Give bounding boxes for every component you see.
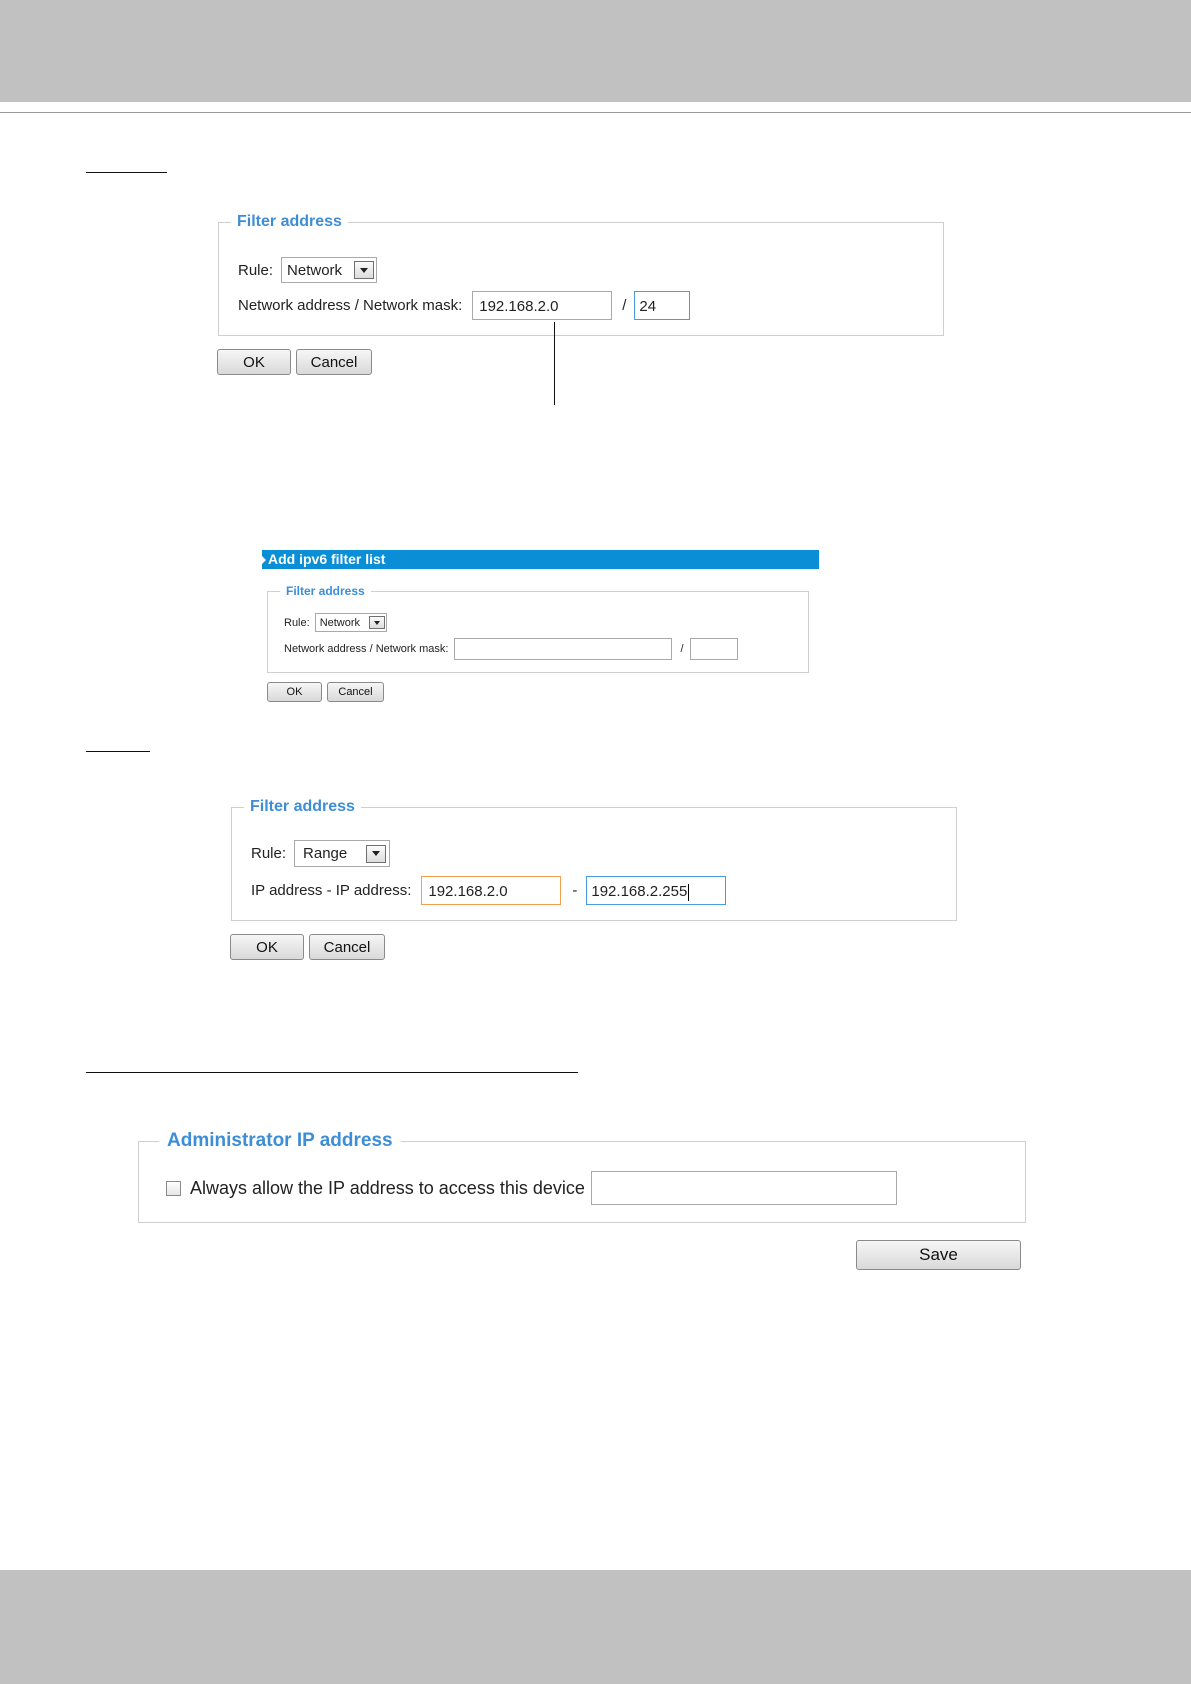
ipv6-network-mask-label: Network address / Network mask:: [284, 643, 449, 655]
administrator-ip-legend: Administrator IP address: [167, 1130, 393, 1151]
ok-button[interactable]: OK: [217, 349, 291, 375]
ipv6-filter-title: Add ipv6 filter list: [268, 551, 386, 567]
start-ip-address-input[interactable]: 192.168.2.0: [421, 876, 561, 905]
range-filter-address-legend: Filter address: [250, 798, 355, 815]
section-heading-underline: [86, 172, 167, 173]
ipv6-ok-button[interactable]: OK: [267, 682, 322, 702]
administrator-ip-input[interactable]: [591, 1171, 897, 1205]
end-ip-address-value: 192.168.2.255: [591, 883, 688, 900]
bottom-footer-band: [0, 1570, 1191, 1684]
ipv6-filter-title-bar: [262, 550, 819, 569]
ipv6-cancel-button[interactable]: Cancel: [327, 682, 384, 702]
always-allow-row: [166, 1171, 897, 1205]
range-rule-label: Rule:: [251, 845, 287, 862]
save-button[interactable]: Save: [856, 1240, 1021, 1270]
ipv6-mask-separator: /: [680, 643, 684, 655]
filter-address-legend: Filter address: [237, 213, 342, 230]
range-address-label: IP address - IP address:: [251, 882, 412, 899]
network-mask-input[interactable]: 24: [634, 291, 690, 320]
always-allow-label: Always allow the IP address to access this device: [190, 1177, 585, 1198]
end-ip-address-input[interactable]: [586, 876, 726, 905]
text-cursor: [688, 884, 689, 901]
range-ok-button[interactable]: OK: [230, 934, 304, 960]
range-address-row: [251, 876, 726, 905]
rule-select-value: Network: [287, 261, 343, 279]
callout-line: [554, 322, 555, 405]
rule-select[interactable]: [281, 257, 377, 283]
range-rule-row: [251, 840, 390, 867]
ipv6-rule-select-value: Network: [319, 616, 361, 629]
ipv6-rule-select[interactable]: [315, 613, 387, 632]
chevron-down-icon[interactable]: [354, 261, 374, 279]
triangle-right-icon: [262, 556, 266, 564]
network-mask-row: [238, 291, 690, 320]
ipv6-rule-label: Rule:: [284, 616, 310, 629]
range-rule-select-value: Range: [303, 845, 348, 862]
rule-row: [238, 257, 377, 283]
ipv6-rule-row: [284, 613, 387, 632]
cancel-button[interactable]: Cancel: [296, 349, 372, 375]
ipv6-network-address-input[interactable]: [454, 638, 672, 660]
mask-separator: /: [622, 297, 627, 314]
chevron-down-icon[interactable]: [366, 845, 386, 863]
chevron-down-icon[interactable]: [369, 616, 385, 629]
ipv6-filter-address-legend: Filter address: [286, 584, 365, 598]
range-separator: -: [572, 882, 578, 899]
network-address-input[interactable]: 192.168.2.0: [472, 291, 612, 320]
ipv6-network-mask-input[interactable]: [690, 638, 738, 660]
rule-label: Rule:: [238, 261, 274, 279]
top-header-band: [0, 0, 1191, 102]
header-rule: [0, 112, 1191, 113]
range-cancel-button[interactable]: Cancel: [309, 934, 385, 960]
ipv6-network-mask-row: [284, 638, 738, 660]
section-heading-underline: [86, 751, 150, 752]
range-rule-select[interactable]: [294, 840, 390, 867]
network-mask-label: Network address / Network mask:: [238, 297, 463, 314]
always-allow-checkbox[interactable]: [166, 1181, 181, 1196]
section-heading-underline: [86, 1072, 578, 1073]
